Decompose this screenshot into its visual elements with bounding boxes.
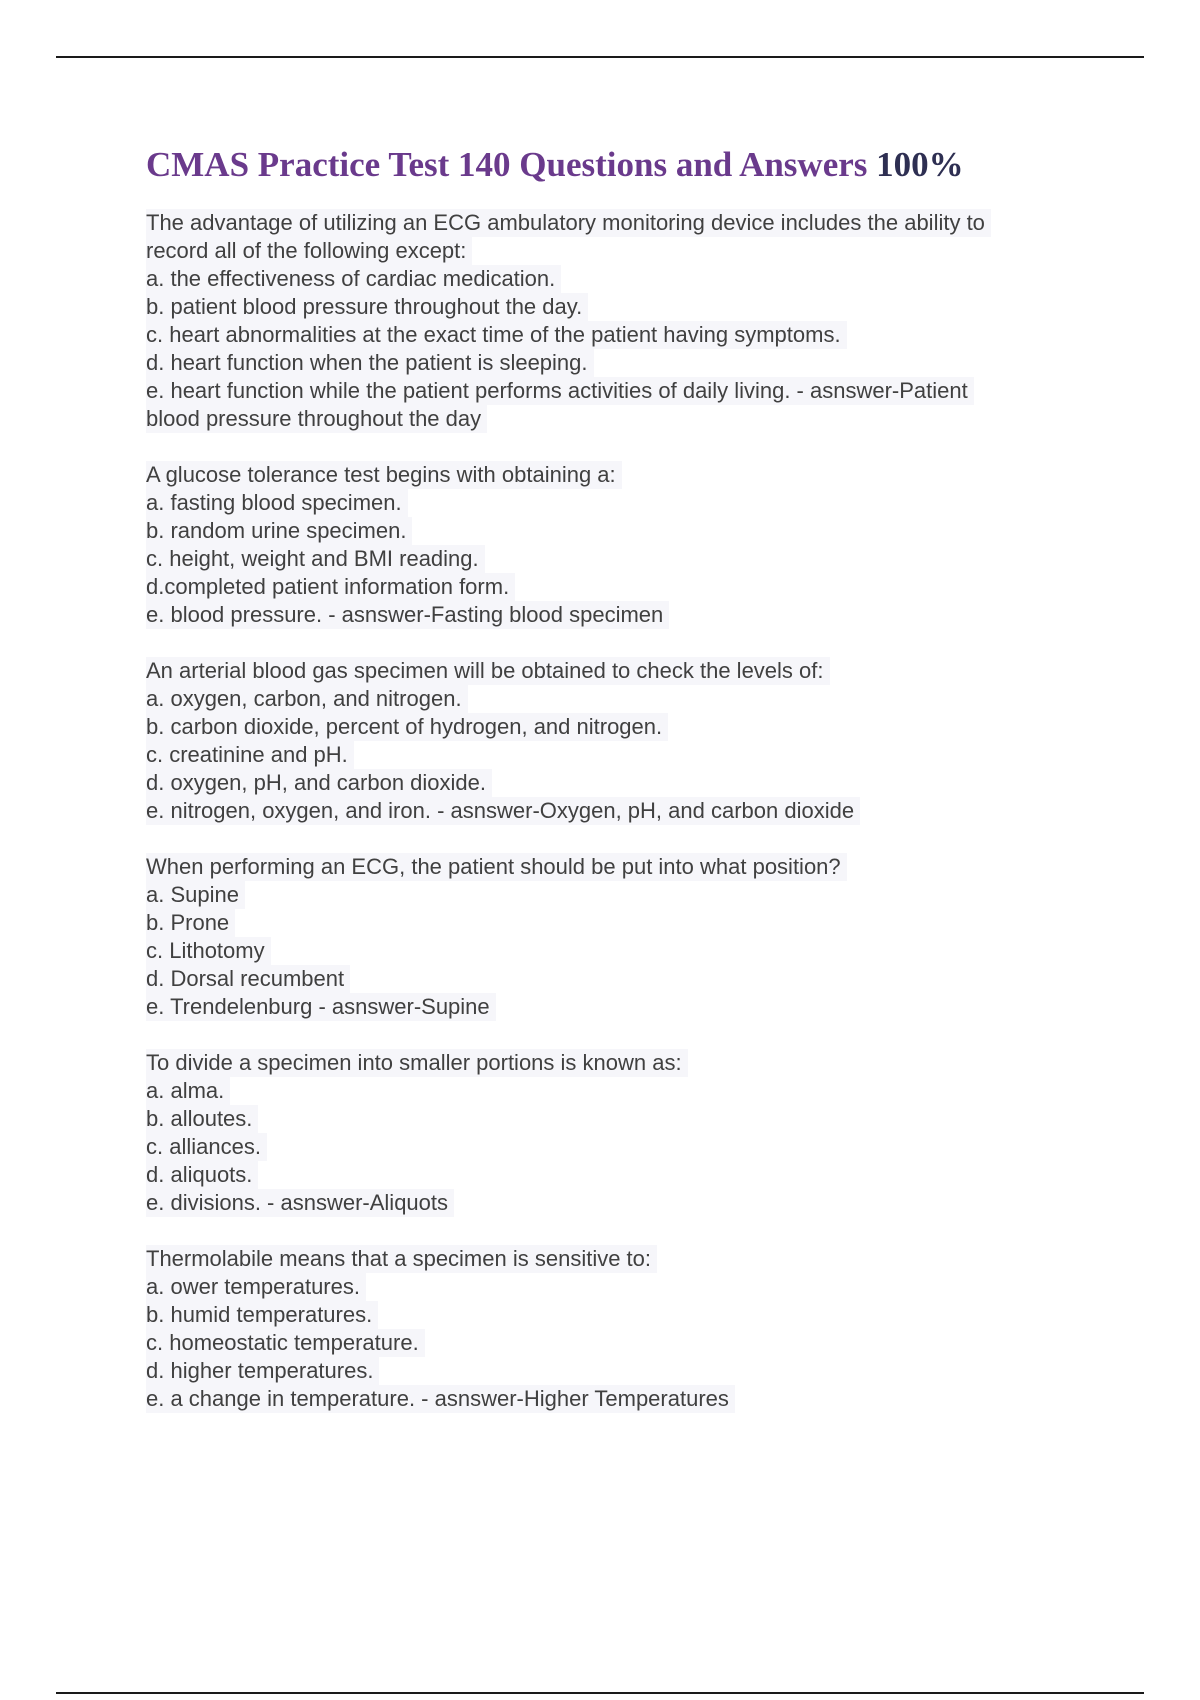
qa-block <box>146 209 1086 433</box>
answer-option: d. heart function when the patient is sleeping. <box>146 349 594 377</box>
answer-option: d. Dorsal recumbent <box>146 965 350 993</box>
title-main: CMAS Practice Test 140 Questions and Answers <box>146 145 868 184</box>
answer-option: d. higher temperatures. <box>146 1357 379 1385</box>
header-rule <box>56 56 1144 58</box>
qa-block <box>146 461 1086 629</box>
qa-block <box>146 1049 1086 1217</box>
page-title <box>146 143 1086 187</box>
answer-option: c. homeostatic temperature. <box>146 1329 425 1357</box>
answer-option: b. random urine specimen. <box>146 517 412 545</box>
qa-block <box>146 1245 1086 1413</box>
answer-option: c. alliances. <box>146 1133 267 1161</box>
answer-option: d. oxygen, pH, and carbon dioxide. <box>146 769 492 797</box>
answer-option: e. Trendelenburg - asnswer-Supine <box>146 993 496 1021</box>
answer-option: e. heart function while the patient performs activities of daily living. - asnswer-Patient <box>146 377 974 405</box>
answer-option: a. ower temperatures. <box>146 1273 366 1301</box>
answer-option: a. the effectiveness of cardiac medication. <box>146 265 561 293</box>
question-stem: record all of the following except: <box>146 237 472 265</box>
question-stem: To divide a specimen into smaller portions is known as: <box>146 1049 688 1077</box>
document-body <box>146 143 1086 1441</box>
question-stem: When performing an ECG, the patient should be put into what position? <box>146 853 847 881</box>
footer-rule <box>56 1692 1144 1694</box>
answer-option: a. Supine <box>146 881 245 909</box>
answer-option: b. carbon dioxide, percent of hydrogen, and nitrogen. <box>146 713 668 741</box>
answer-option: b. patient blood pressure throughout the day. <box>146 293 588 321</box>
question-stem: Thermolabile means that a specimen is sensitive to: <box>146 1245 657 1273</box>
answer-option: e. divisions. - asnswer-Aliquots <box>146 1189 454 1217</box>
question-stem: An arterial blood gas specimen will be obtained to check the levels of: <box>146 657 830 685</box>
answer-option: a. fasting blood specimen. <box>146 489 408 517</box>
answer-option: a. oxygen, carbon, and nitrogen. <box>146 685 468 713</box>
answer-option: c. height, weight and BMI reading. <box>146 545 485 573</box>
question-stem: The advantage of utilizing an ECG ambulatory monitoring device includes the ability to <box>146 209 991 237</box>
answer-option: c. creatinine and pH. <box>146 741 354 769</box>
answer-text: blood pressure throughout the day <box>146 405 487 433</box>
qa-block <box>146 853 1086 1021</box>
answer-option: d. aliquots. <box>146 1161 258 1189</box>
answer-option: c. Lithotomy <box>146 937 271 965</box>
qa-block <box>146 657 1086 825</box>
answer-option: e. blood pressure. - asnswer-Fasting blood specimen <box>146 601 669 629</box>
answer-option: a. alma. <box>146 1077 230 1105</box>
answer-option: d.completed patient information form. <box>146 573 515 601</box>
answer-option: b. Prone <box>146 909 235 937</box>
answer-option: e. nitrogen, oxygen, and iron. - asnswer-Oxygen, pH, and carbon dioxide <box>146 797 860 825</box>
answer-option: b. alloutes. <box>146 1105 258 1133</box>
title-percent: 100% <box>876 145 964 184</box>
answer-option: b. humid temperatures. <box>146 1301 378 1329</box>
answer-option: c. heart abnormalities at the exact time of the patient having symptoms. <box>146 321 847 349</box>
question-stem: A glucose tolerance test begins with obtaining a: <box>146 461 622 489</box>
answer-option: e. a change in temperature. - asnswer-Higher Temperatures <box>146 1385 735 1413</box>
